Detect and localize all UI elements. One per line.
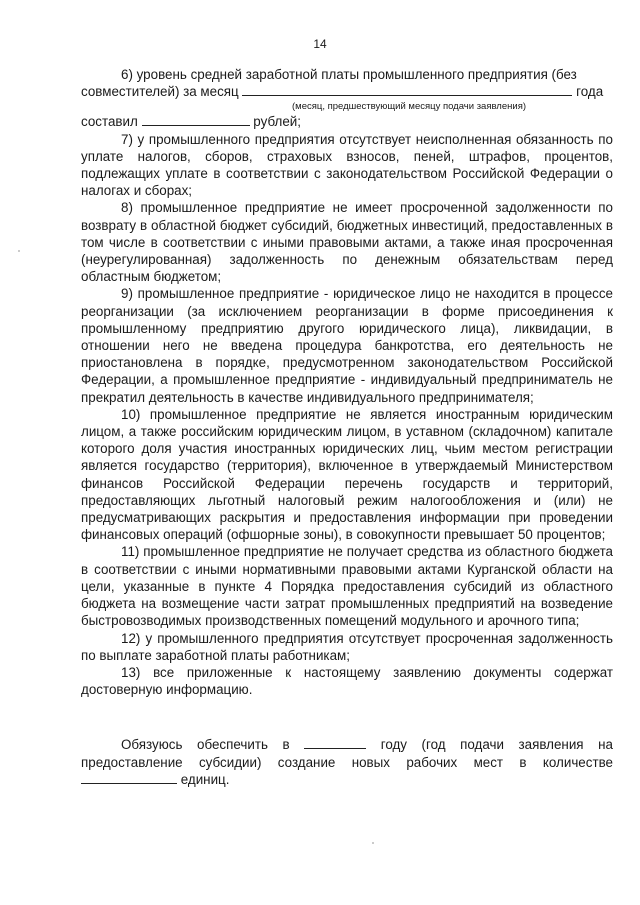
- month-hint: (месяц, предшествующий месяцу подачи заявления): [292, 101, 526, 113]
- item-6-line3: [81, 113, 613, 130]
- jobs-count-field[interactable]: [81, 771, 177, 784]
- month-year-field[interactable]: [242, 83, 572, 96]
- obligation-text-2: году (год подачи заявления на предоставление субсидии) создание новых рабочих мест в количестве: [81, 737, 613, 770]
- salary-amount-field[interactable]: [142, 113, 250, 126]
- item-6-month-label: совместителей) за месяц: [81, 84, 239, 100]
- obligation-paragraph: [81, 736, 613, 788]
- item-10: 10) промышленное предприятие не является иностранным юридическим лицом, а также российским юридическим лицом, в уставном (складочном) капитале которого доля участия иностранных юридических лиц, чьим местом регистрации является государство (территория), включенное в утверждаемый Министерством финансов Российской Федерации перечень государств и территорий, предоставляющих льготный налоговый режим налогообложения и (или) не предусматривающих раскрытия и предоставления информации при проведении финансовых операций (офшорные зоны), в совокупности превышает 50 процентов;: [81, 406, 613, 543]
- item-12: 12) у промышленного предприятия отсутствует просроченная задолженность по выплате заработной платы работникам;: [81, 630, 613, 663]
- item-7: 7) у промышленного предприятия отсутствует неисполненная обязанность по уплате налогов, сборов, страховых взносов, пеней, штрафов, процентов, подлежащих уплате в соответствии с законодательством Российской Федерации о налогах и сборах;: [81, 131, 613, 199]
- spacer: [81, 698, 613, 736]
- item-6-amount-label: составил: [81, 114, 138, 130]
- scan-speck: [18, 250, 20, 252]
- scan-speck: [372, 842, 374, 844]
- year-field[interactable]: [304, 736, 366, 749]
- item-13: 13) все приложенные к настоящему заявлению документы содержат достоверную информацию.: [81, 664, 613, 698]
- item-6-currency-label: рублей;: [253, 114, 301, 130]
- item-6-line1: 6) уровень средней заработной платы промышленного предприятия (без: [121, 67, 577, 82]
- obligation-text-3: единиц.: [180, 771, 230, 787]
- item-9: 9) промышленное предприятие - юридическое лицо не находится в процессе реорганизации (за исключением реорганизации в форме присоединения к промышленному предприятию другого юридического лица), ликвидации, в отношении него не введена процедура банкротства, его деятельность не приостановлена в порядке, предусмотренном законодательством Российской Федерации, а промышленное предприятие - индивидуальный предприниматель не прекратил деятельность в качестве индивидуального предпринимателя;: [81, 286, 613, 405]
- page-number: 14: [313, 37, 327, 51]
- item-6-year-label: года: [576, 84, 604, 100]
- document-body: [81, 66, 613, 788]
- item-8: 8) промышленное предприятие не имеет просроченной задолженности по возврату в областной бюджет субсидий, бюджетных инвестиций, предоставленных в том числе в соответствии с иными правовыми актами, а также иная просроченная (неурегулированная) задолженность по денежным обязательствам перед областным бюджетом;: [81, 200, 613, 285]
- obligation-text-1: Обязуюсь обеспечить в: [121, 737, 290, 753]
- item-11: 11) промышленное предприятие не получает средства из областного бюджета в соответствии с иными нормативными правовыми актами Курганской области на цели, указанные в пункте 4 Порядка предоставления субсидий из областного бюджета на возмещение части затрат промышленных предприятий на возведение быстровозводимых производственных помещений модульного и арочного типа;: [81, 544, 613, 629]
- item-6-line2: [81, 83, 613, 100]
